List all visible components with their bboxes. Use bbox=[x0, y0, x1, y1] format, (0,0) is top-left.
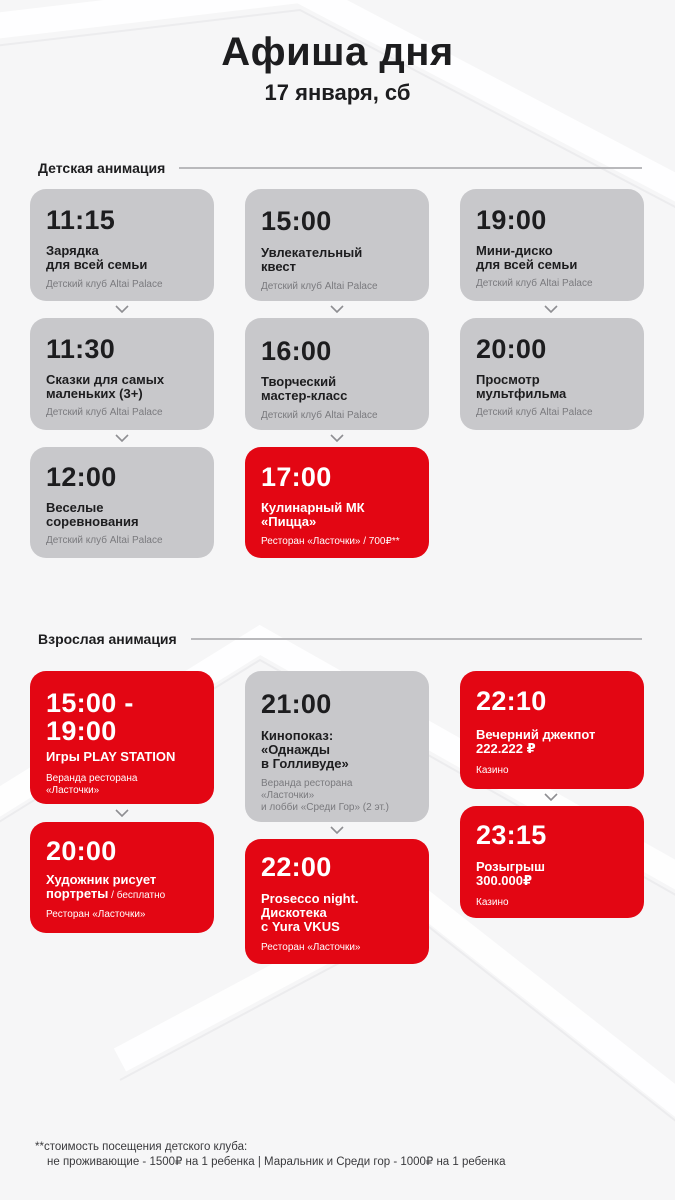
event-place: Детский клуб Altai Palace bbox=[46, 407, 163, 418]
event-card[interactable] bbox=[245, 189, 429, 301]
event-place: Ресторан «Ласточки» bbox=[46, 909, 146, 920]
adults-section-title: Взрослая анимация bbox=[38, 631, 177, 647]
event-place: Детский клуб Altai Palace bbox=[261, 410, 378, 421]
event-title: Prosecco night. Дискотека с Yura VKUS bbox=[261, 891, 359, 934]
event-place: Детский клуб Altai Palace bbox=[46, 535, 163, 546]
event-time: 15:00 - 19:00 bbox=[46, 688, 134, 746]
event-title: Веселые соревнования bbox=[46, 500, 139, 529]
event-title: Творческий мастер-класс bbox=[261, 374, 348, 403]
event-card-highlighted[interactable] bbox=[30, 671, 214, 804]
event-time: 20:00 bbox=[476, 334, 547, 364]
event-place: Детский клуб Altai Palace bbox=[476, 278, 593, 289]
event-place: Веранда ресторана «Ласточки» и лобби «Среди Гор» (2 эт.) bbox=[261, 778, 389, 813]
event-card[interactable] bbox=[30, 447, 214, 558]
event-title: Мини-диско для всей семьи bbox=[476, 243, 578, 272]
event-title: Вечерний джекпот 222.222 ₽ bbox=[476, 727, 596, 756]
event-card-highlighted[interactable] bbox=[245, 447, 429, 558]
event-time: 22:10 bbox=[476, 686, 547, 716]
event-card[interactable] bbox=[30, 318, 214, 430]
event-title: Просмотр мультфильма bbox=[476, 372, 567, 401]
event-place: Веранда ресторана «Ласточки» bbox=[46, 773, 138, 796]
page-date: 17 января, сб bbox=[264, 80, 411, 105]
event-place: Детский клуб Altai Palace bbox=[476, 407, 593, 418]
chevron-down-icon bbox=[115, 305, 129, 313]
event-title: Розыгрыш 300.000₽ bbox=[476, 859, 545, 888]
event-title: Кинопоказ: «Однажды в Голливуде» bbox=[261, 728, 349, 771]
chevron-down-icon bbox=[115, 434, 129, 442]
event-card[interactable] bbox=[460, 318, 644, 430]
event-time: 23:15 bbox=[476, 820, 547, 850]
event-card-highlighted[interactable] bbox=[460, 806, 644, 918]
event-time: 11:30 bbox=[46, 334, 116, 364]
event-time: 20:00 bbox=[46, 836, 117, 866]
event-time: 16:00 bbox=[261, 336, 332, 366]
event-card[interactable] bbox=[245, 318, 429, 430]
event-card[interactable] bbox=[460, 189, 644, 301]
event-card[interactable] bbox=[30, 189, 214, 301]
chevron-down-icon bbox=[544, 793, 558, 801]
event-card-highlighted[interactable] bbox=[30, 822, 214, 933]
event-title: Сказки для самых маленьких (3+) bbox=[46, 372, 165, 401]
section-divider bbox=[179, 167, 642, 169]
kids-section-title: Детская анимация bbox=[38, 160, 166, 176]
event-title: Художник рисует портреты / бесплатно bbox=[46, 872, 166, 901]
event-place: Детский клуб Altai Palace bbox=[261, 281, 378, 292]
section-divider bbox=[191, 638, 642, 640]
event-card-highlighted[interactable] bbox=[460, 671, 644, 789]
event-title: Кулинарный МК «Пицца» bbox=[261, 500, 365, 529]
event-time: 12:00 bbox=[46, 462, 117, 492]
event-time: 11:15 bbox=[46, 205, 116, 235]
adults-section-header bbox=[38, 630, 642, 648]
event-time: 21:00 bbox=[261, 689, 332, 719]
event-place: Казино bbox=[476, 765, 509, 776]
price-footnote bbox=[35, 1140, 655, 1170]
event-card[interactable] bbox=[245, 671, 429, 822]
chevron-down-icon bbox=[330, 305, 344, 313]
event-time: 15:00 bbox=[261, 206, 332, 236]
chevron-down-icon bbox=[330, 434, 344, 442]
kids-section-header bbox=[38, 159, 642, 177]
chevron-down-icon bbox=[330, 826, 344, 834]
event-title: Зарядка для всей семьи bbox=[46, 243, 148, 272]
event-time: 22:00 bbox=[261, 852, 332, 882]
event-place: Ресторан «Ласточки» bbox=[261, 942, 361, 953]
event-place: Казино bbox=[476, 897, 509, 908]
chevron-down-icon bbox=[115, 809, 129, 817]
footnote-line: не проживающие - 1500₽ на 1 ребенка | Маральник и Среди гор - 1000₽ на 1 ребенка bbox=[47, 1156, 506, 1168]
event-time: 17:00 bbox=[261, 462, 332, 492]
footnote-line: **стоимость посещения детского клуба: bbox=[35, 1141, 248, 1153]
chevron-down-icon bbox=[544, 305, 558, 313]
event-place: Ресторан «Ласточки» / 700₽** bbox=[261, 536, 400, 547]
event-place: Детский клуб Altai Palace bbox=[46, 279, 163, 290]
event-title: Увлекательный квест bbox=[261, 245, 363, 274]
page-title: Афиша дня bbox=[221, 30, 454, 74]
event-time: 19:00 bbox=[476, 205, 547, 235]
event-title: Игры PLAY STATION bbox=[46, 749, 176, 764]
event-card-highlighted[interactable] bbox=[245, 839, 429, 964]
